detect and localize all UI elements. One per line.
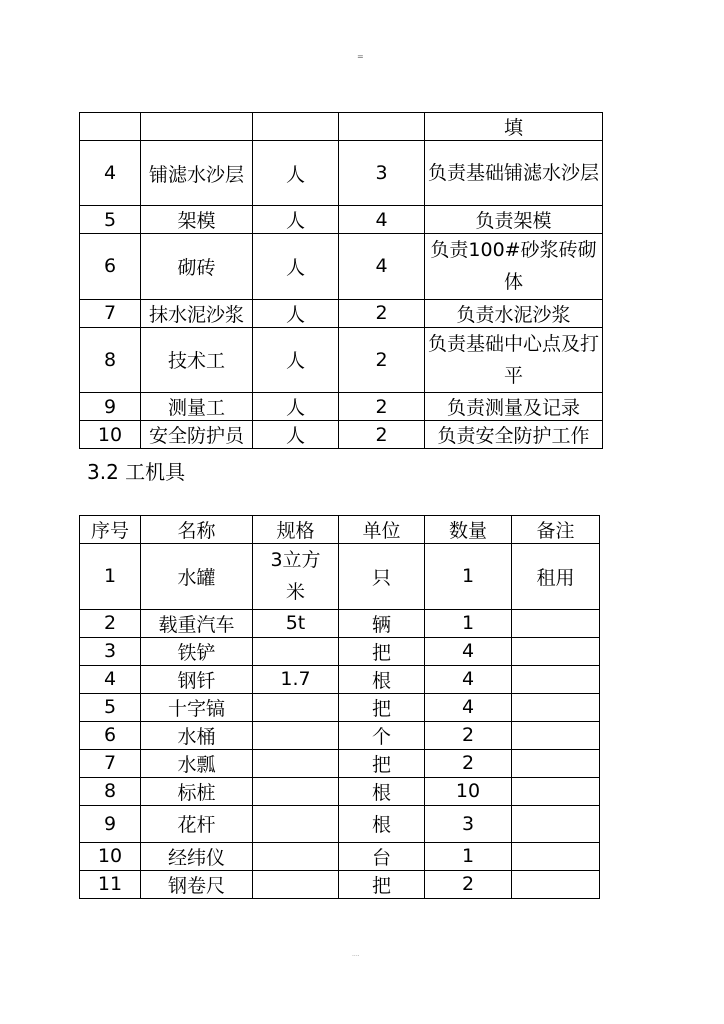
table-cell: 标桩 (141, 777, 253, 805)
table-cell: 8 (80, 327, 141, 393)
table-cell: 铁铲 (141, 637, 253, 665)
table-cell: 人 (253, 327, 339, 393)
table-cell: 负责水泥沙浆 (425, 299, 603, 327)
table-cell: 钢钎 (141, 665, 253, 693)
column-header: 备注 (512, 516, 600, 544)
table-cell: 4 (425, 637, 512, 665)
table-cell: 4 (339, 206, 425, 234)
table-cell (253, 777, 339, 805)
tools-table (79, 515, 600, 899)
table-cell: 5 (80, 206, 141, 234)
table-cell (512, 637, 600, 665)
table-cell: 填 (425, 113, 603, 141)
table-cell: 5t (253, 609, 339, 637)
table-row (80, 421, 603, 449)
table-cell (253, 113, 339, 141)
table-cell: 10 (80, 842, 141, 870)
table-cell: 10 (80, 421, 141, 449)
table-cell: 测量工 (141, 393, 253, 421)
table-cell (512, 870, 600, 898)
table-cell: 4 (425, 693, 512, 721)
table-cell (512, 693, 600, 721)
table-row (80, 113, 603, 141)
table-cell: 水瓢 (141, 749, 253, 777)
table-cell: 7 (80, 749, 141, 777)
table-cell (253, 693, 339, 721)
table-cell: 2 (339, 327, 425, 393)
table-cell (512, 842, 600, 870)
table-cell: 把 (339, 749, 425, 777)
table-cell: 水罐 (141, 544, 253, 610)
table-cell: 把 (339, 693, 425, 721)
table-cell: 载重汽车 (141, 609, 253, 637)
table-cell: 10 (425, 777, 512, 805)
table-cell: 1 (425, 842, 512, 870)
section-title: 3.2 工机具 (87, 460, 186, 484)
table-cell: 负责基础中心点及打平 (425, 327, 603, 393)
table-row (80, 299, 603, 327)
column-header: 单位 (339, 516, 425, 544)
table-cell: 人 (253, 234, 339, 300)
table-cell: 负责基础铺滤水沙层 (425, 141, 603, 206)
table-row (80, 141, 603, 206)
table-cell: 3 (80, 637, 141, 665)
table-cell: 2 (425, 749, 512, 777)
table-cell: 2 (425, 721, 512, 749)
table-cell: 2 (339, 421, 425, 449)
table-cell: 6 (80, 234, 141, 300)
table-cell (512, 805, 600, 842)
table-cell: 负责安全防护工作 (425, 421, 603, 449)
table-cell: 11 (80, 870, 141, 898)
table-row (80, 749, 600, 777)
table-cell: 7 (80, 299, 141, 327)
table-row (80, 805, 600, 842)
table-cell: 铺滤水沙层 (141, 141, 253, 206)
table-cell: 4 (339, 234, 425, 300)
column-header: 序号 (80, 516, 141, 544)
table-cell: 2 (339, 393, 425, 421)
table-cell (253, 749, 339, 777)
table-cell: 5 (80, 693, 141, 721)
table-cell (512, 749, 600, 777)
table-cell: 辆 (339, 609, 425, 637)
table-cell (339, 113, 425, 141)
table-cell: 抹水泥沙浆 (141, 299, 253, 327)
table-cell: 3 (425, 805, 512, 842)
table-cell: 只 (339, 544, 425, 610)
table-row (80, 842, 600, 870)
table-cell: 花杆 (141, 805, 253, 842)
page-header-mark: = (357, 52, 364, 61)
table-cell (253, 842, 339, 870)
table-cell (512, 609, 600, 637)
table-cell: 根 (339, 805, 425, 842)
table-cell: 1.7 (253, 665, 339, 693)
table-cell: 8 (80, 777, 141, 805)
table-row (80, 870, 600, 898)
table-cell: 砌砖 (141, 234, 253, 300)
table-header-row (80, 516, 600, 544)
table-cell: 个 (339, 721, 425, 749)
table-cell (80, 113, 141, 141)
table-row (80, 234, 603, 300)
table-cell: 4 (80, 665, 141, 693)
table-cell: 1 (425, 609, 512, 637)
table-row (80, 206, 603, 234)
table-row (80, 665, 600, 693)
table-cell: 2 (80, 609, 141, 637)
table-cell (253, 870, 339, 898)
table-cell: 负责架模 (425, 206, 603, 234)
table-row (80, 693, 600, 721)
table-cell: 钢卷尺 (141, 870, 253, 898)
table-row (80, 777, 600, 805)
table-row (80, 393, 603, 421)
table-cell: 把 (339, 870, 425, 898)
table-cell: 租用 (512, 544, 600, 610)
table-cell: 根 (339, 777, 425, 805)
table-cell: 9 (80, 393, 141, 421)
personnel-table (79, 112, 603, 449)
table-row (80, 637, 600, 665)
table-cell: 负责100#砂浆砖砌体 (425, 234, 603, 300)
table-cell: 把 (339, 637, 425, 665)
table-cell: 人 (253, 206, 339, 234)
table-cell: 台 (339, 842, 425, 870)
table-cell: 技术工 (141, 327, 253, 393)
table-cell (512, 721, 600, 749)
table-cell: 架模 (141, 206, 253, 234)
table-cell: 9 (80, 805, 141, 842)
table-cell: 1 (80, 544, 141, 610)
table-row (80, 721, 600, 749)
table-cell: 4 (80, 141, 141, 206)
table-cell: 负责测量及记录 (425, 393, 603, 421)
table-cell: 3 (339, 141, 425, 206)
table-cell: 人 (253, 421, 339, 449)
table-cell: 2 (339, 299, 425, 327)
page-footer-mark: ···· (352, 953, 360, 960)
table-cell: 安全防护员 (141, 421, 253, 449)
column-header: 数量 (425, 516, 512, 544)
table-cell: 经纬仪 (141, 842, 253, 870)
table-cell: 根 (339, 665, 425, 693)
table-cell: 水桶 (141, 721, 253, 749)
table-cell (253, 805, 339, 842)
table-cell: 人 (253, 299, 339, 327)
table-cell: 人 (253, 141, 339, 206)
table-cell (253, 721, 339, 749)
column-header: 规格 (253, 516, 339, 544)
table-cell: 十字镐 (141, 693, 253, 721)
table-cell (512, 777, 600, 805)
column-header: 名称 (141, 516, 253, 544)
table-row (80, 327, 603, 393)
table-cell (141, 113, 253, 141)
table-cell (253, 637, 339, 665)
table-row (80, 609, 600, 637)
table-cell: 1 (425, 544, 512, 610)
table-cell: 6 (80, 721, 141, 749)
table-cell: 人 (253, 393, 339, 421)
table-cell: 2 (425, 870, 512, 898)
table-cell: 4 (425, 665, 512, 693)
table-row (80, 544, 600, 610)
table-cell (512, 665, 600, 693)
table-cell: 3立方米 (253, 544, 339, 610)
